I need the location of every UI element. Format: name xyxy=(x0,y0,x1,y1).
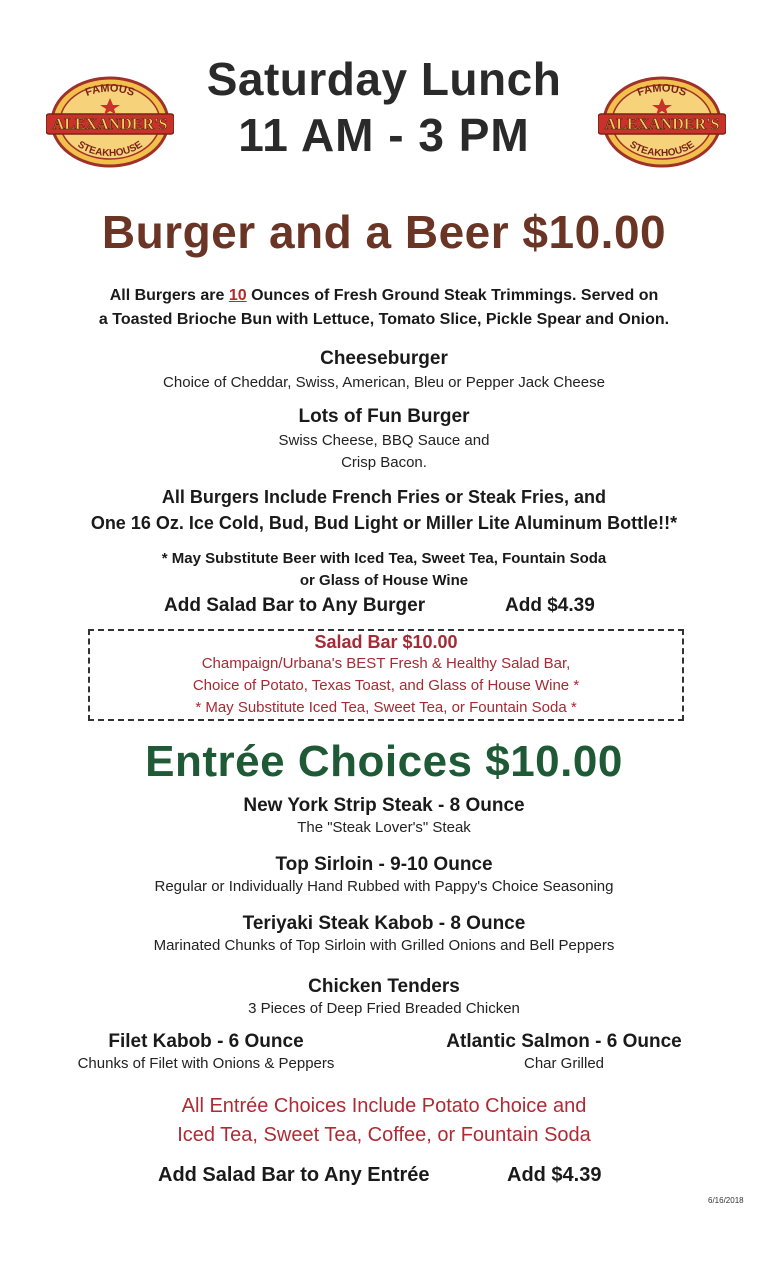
item-desc: Chunks of Filet with Onions & Peppers xyxy=(77,1055,335,1072)
svg-text:ALEXANDER'S: ALEXANDER'S xyxy=(52,116,168,133)
item-name: Lots of Fun Burger xyxy=(298,406,470,427)
entree-item xyxy=(0,976,768,1020)
add-salad-entree-label: Add Salad Bar to Any Entrée xyxy=(158,1164,430,1186)
entree-item xyxy=(0,854,768,898)
svg-text:STEAKHOUSE: STEAKHOUSE xyxy=(75,139,145,160)
item-name: Cheeseburger xyxy=(320,348,448,369)
item-name: Chicken Tenders xyxy=(308,976,460,997)
add-salad-burger-label: Add Salad Bar to Any Burger xyxy=(164,595,426,616)
item-desc: The "Steak Lover's" Steak xyxy=(297,819,471,836)
entree-includes: All Entrée Choices Include Potato Choice and Iced Tea, Sweet Tea, Coffee, or Fountain Soda xyxy=(177,1095,591,1146)
salad-bar-box xyxy=(88,629,684,721)
item-desc: Crisp Bacon. xyxy=(341,454,427,471)
entree-item xyxy=(20,1031,392,1075)
item-desc: Marinated Chunks of Top Sirloin with Grilled Onions and Bell Peppers xyxy=(153,937,615,954)
burger-item xyxy=(0,348,768,394)
svg-text:STEAKHOUSE: STEAKHOUSE xyxy=(627,139,697,160)
svg-text:FAMOUS: FAMOUS xyxy=(635,82,689,99)
print-date: 6/16/2018 xyxy=(708,1196,744,1205)
item-name: Filet Kabob - 6 Ounce xyxy=(108,1031,304,1052)
add-salad-burger-price: Add $4.39 xyxy=(505,595,595,616)
item-name: Atlantic Salmon - 6 Ounce xyxy=(446,1031,682,1052)
item-name: Top Sirloin - 9-10 Ounce xyxy=(275,854,493,875)
burger-includes: All Burgers Include French Fries or Steak Fries, and One 16 Oz. Ice Cold, Bud, Bud Light or Miller Lite Aluminum Bottle!!* xyxy=(90,487,678,533)
entree-item xyxy=(0,795,768,839)
beer-substitute-note: * May Substitute Beer with Iced Tea, Sweet Tea, Fountain Soda or Glass of House Wine xyxy=(161,550,607,589)
burger-heading: Burger and a Beer $10.00 xyxy=(101,206,667,258)
svg-text:FAMOUS: FAMOUS xyxy=(83,82,137,99)
burger-intro: All Burgers are 10 Ounces of Fresh Ground Steak Trimmings. Served on a Toasted Brioche Bun with Lettuce, Tomato Slice, Pickle Spear and Onion. xyxy=(98,287,670,328)
item-name: Teriyaki Steak Kabob - 8 Ounce xyxy=(242,913,526,934)
salad-bar-line: Choice of Potato, Texas Toast, and Glass of House Wine * xyxy=(192,677,580,694)
item-name: New York Strip Steak - 8 Ounce xyxy=(243,795,525,816)
entree-item xyxy=(410,1031,718,1075)
item-desc: Regular or Individually Hand Rubbed with Pappy's Choice Seasoning xyxy=(154,878,614,895)
salad-bar-line: * May Substitute Iced Tea, Sweet Tea, or Fountain Soda * xyxy=(195,699,577,716)
svg-text:ALEXANDER'S: ALEXANDER'S xyxy=(604,116,720,133)
page-hours: 11 AM - 3 PM xyxy=(238,109,530,161)
item-desc: Choice of Cheddar, Swiss, American, Bleu or Pepper Jack Cheese xyxy=(163,374,605,391)
entree-heading: Entrée Choices $10.00 xyxy=(145,737,623,786)
entree-item xyxy=(0,913,768,957)
salad-bar-title: Salad Bar $10.00 xyxy=(314,632,458,652)
burger-item xyxy=(0,406,768,474)
salad-bar-line: Champaign/Urbana's BEST Fresh & Healthy Salad Bar, xyxy=(201,655,571,672)
page-title: Saturday Lunch xyxy=(206,53,562,105)
ounces-highlight: 10 xyxy=(228,287,247,304)
add-salad-entree-price: Add $4.39 xyxy=(507,1164,602,1186)
item-desc: Swiss Cheese, BBQ Sauce and xyxy=(278,432,490,449)
item-desc: 3 Pieces of Deep Fried Breaded Chicken xyxy=(248,1000,520,1017)
item-desc: Char Grilled xyxy=(523,1055,605,1072)
